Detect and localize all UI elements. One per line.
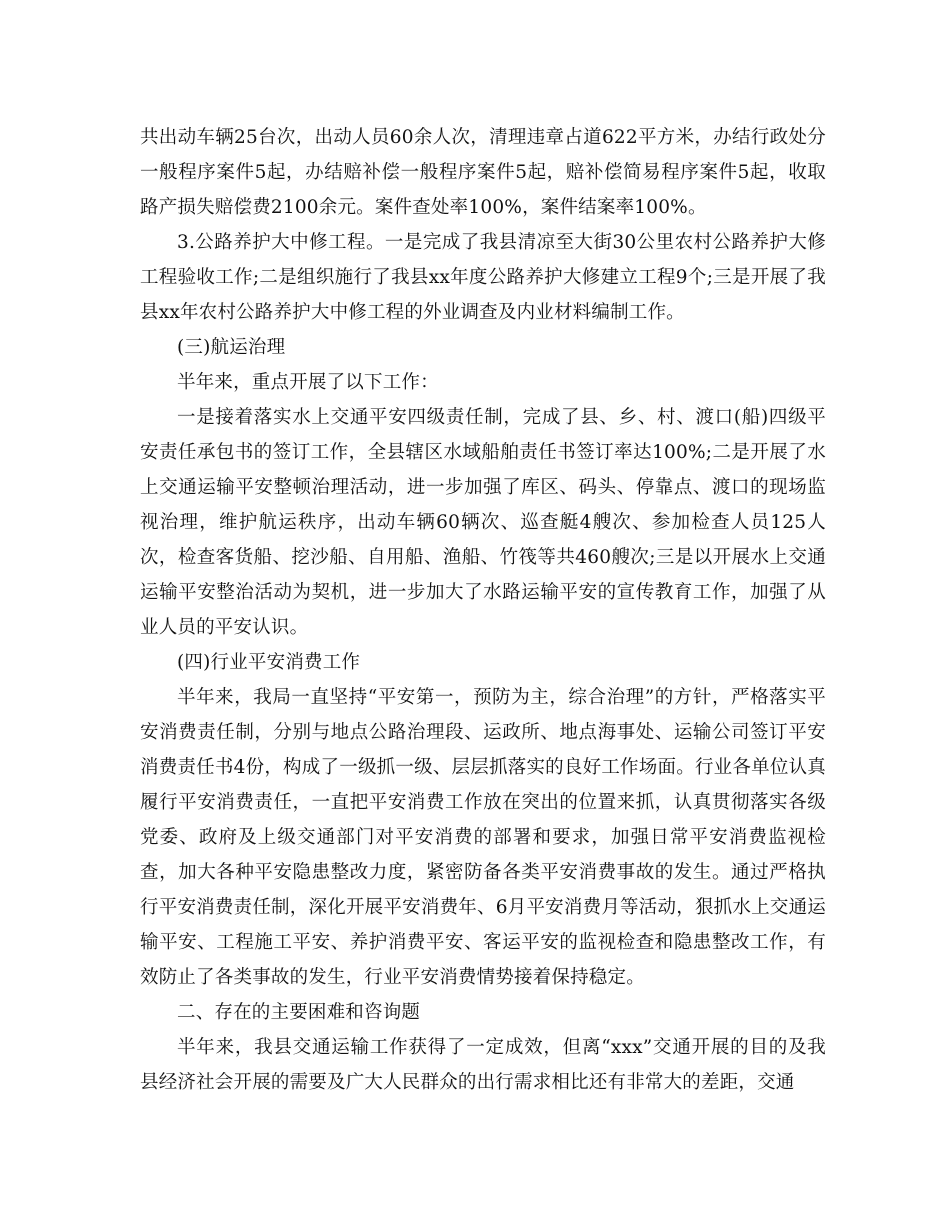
section-heading-difficulties: 二、存在的主要困难和咨询题 [177, 1002, 421, 1023]
section-heading-shipping: (三)航运治理 [177, 337, 286, 358]
document-body [140, 120, 826, 1100]
section-heading-safety: (四)行业平安消费工作 [177, 652, 361, 673]
paragraph-road-maintenance: 3.公路养护大中修工程。一是完成了我县清凉至大街30公里农村公路养护大修工程验收工作;二是组织施行了我县xx年度公路养护大修建立工程9个;三是开展了我县xx年农村公路养护大中修工程的外业调查及内业材料编制工作。 [140, 232, 826, 323]
paragraph-shipping-work: 一是接着落实水上交通平安四级责任制，完成了县、乡、村、渡口(船)四级平安责任承包书的签订工作，全县辖区水域船舶责任书签订率达100%;二是开展了水上交通运输平安整顿治理活动，进一步加强了库区、码头、停靠点、渡口的现场监视治理，维护航运秩序，出动车辆60辆次、巡查艇4艘次、参加检查人员125人次，检查客货船、挖沙船、自用船、渔船、竹筏等共460艘次;三是以开展水上交通运输平安整治活动为契机，进一步加大了水路运输平安的宣传教育工作，加强了从业人员的平安认识。 [140, 407, 826, 638]
paragraph-difficulties: 半年来，我县交通运输工作获得了一定成效，但离“xxx”交通开展的目的及我县经济社会开展的需要及广大人民群众的出行需求相比还有非常大的差距，交通 [140, 1037, 826, 1093]
paragraph-safety-work: 半年来，我局一直坚持“平安第一，预防为主，综合治理”的方针，严格落实平安消费责任制，分别与地点公路治理段、运政所、地点海事处、运输公司签订平安消费责任书4份，构成了一级抓一级、层层抓落实的良好工作场面。行业各单位认真履行平安消费责任，一直把平安消费工作放在突出的位置来抓，认真贯彻落实各级党委、政府及上级交通部门对平安消费的部署和要求，加强日常平安消费监视检查，加大各种平安隐患整改力度，紧密防备各类平安消费事故的发生。通过严格执行平安消费责任制，深化开展平安消费年、6月平安消费月等活动，狠抓水上交通运输平安、工程施工平安、养护消费平安、客运平安的监视检查和隐患整改工作，有效防止了各类事故的发生，行业平安消费情势接着保持稳定。 [140, 687, 826, 988]
paragraph-shipping-intro: 半年来，重点开展了以下工作： [177, 372, 439, 393]
paragraph-enforcement-stats: 共出动车辆25台次，出动人员60余人次，清理违章占道622平方米，办结行政处分一般程序案件5起，办结赔补偿一般程序案件5起，赔补偿简易程序案件5起，收取路产损失赔偿费2100余元。案件查处率100%，案件结案率100%。 [140, 127, 826, 218]
